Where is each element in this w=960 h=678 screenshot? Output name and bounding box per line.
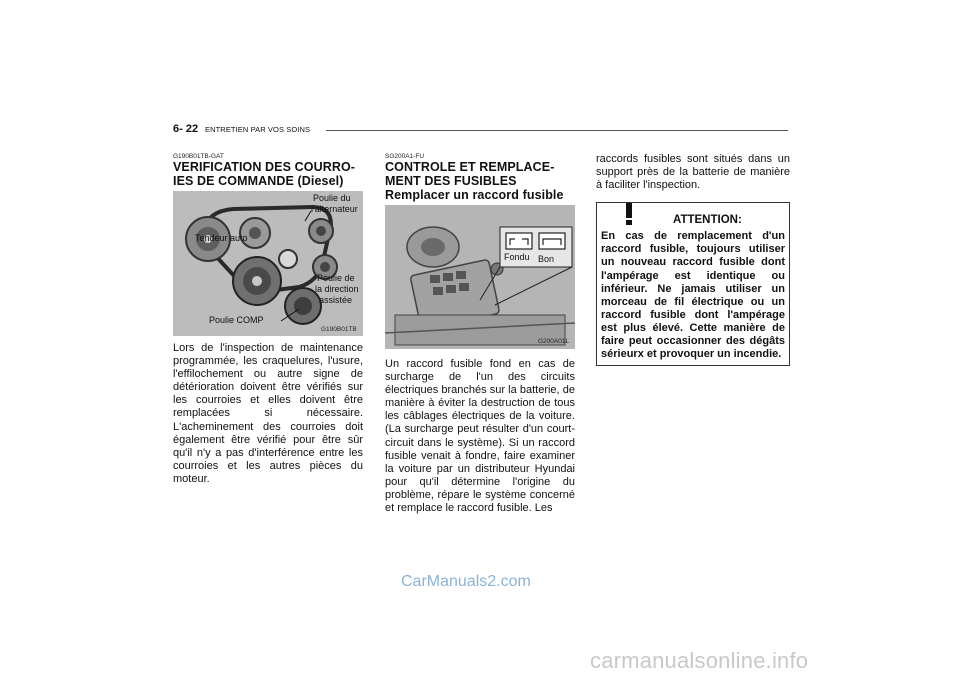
label-blown-fuse: Fondu bbox=[504, 252, 530, 262]
section-code: G190B01TB-GAT bbox=[173, 153, 224, 160]
heading-line-1: VERIFICATION DES COURRO- bbox=[173, 160, 356, 174]
column-belts bbox=[173, 153, 363, 486]
section-title: ENTRETIEN PAR VOS SOINS bbox=[205, 125, 311, 134]
label-auto-tensioner: Tendeur auto bbox=[195, 233, 248, 243]
label-steering-line-3: assistée bbox=[319, 295, 353, 305]
figure-code: G200A01L bbox=[538, 338, 570, 345]
label-good-fuse: Bon bbox=[538, 254, 555, 264]
section-code: SG200A1-FU bbox=[385, 153, 425, 160]
figure-code: G190B01TB bbox=[321, 326, 357, 333]
warning-header bbox=[601, 208, 785, 230]
section-heading bbox=[385, 160, 575, 202]
fuses-body-text: Un raccord fusible fond en cas de surcharge de l'un des circuits électriques branchés sur la batterie, de manière à éviter la destruction de tous les câblages électriques de la voiture. (La surcharge peut résulter d'un court-circuit dans le système). Si un raccord fusible venait à fondre, faire examiner la voiture par un distributeur Hyundai pour qu'il détermine l'origine du problème, répare le système concerné et remplace le raccord fusible. Les bbox=[385, 358, 575, 515]
column-fuses bbox=[385, 153, 575, 515]
heading-line-2: MENT DES FUSIBLES bbox=[385, 174, 517, 188]
watermark-carmanualsonline: carmanualsonline.info bbox=[590, 648, 809, 673]
label-alternator-line-1: Poulie du bbox=[313, 193, 351, 203]
warning-box bbox=[596, 202, 790, 366]
fuse-diagram-figure bbox=[385, 205, 575, 349]
header-rule bbox=[326, 130, 788, 131]
heading-line-2: IES DE COMMANDE (Diesel) bbox=[173, 174, 344, 188]
label-steering-line-1: Poulie de bbox=[317, 273, 355, 283]
warning-text: En cas de remplacement d'un raccord fusible, toujours utiliser un nouveau raccord fusible dont l'ampérage est identique ou inférieur. Ne jamais utiliser un morceau de fil électrique ou un raccord fusible dont l'ampérage est plus élevé. Cette manière de faire peut occasionner des dégâts sérieurx et provoquer un incendie. bbox=[601, 230, 785, 361]
fuse-box-illustration bbox=[385, 205, 575, 349]
label-alternator-line-2: l'alternateur bbox=[311, 204, 358, 214]
heading-line-3: Remplacer un raccord fusible bbox=[385, 188, 564, 202]
label-comp-pulley: Poulie COMP bbox=[209, 315, 264, 325]
fuses-continued-text: raccords fusibles sont situés dans un support près de la batterie de manière à faciliter l'inspection. bbox=[596, 153, 790, 192]
watermark-carmanuals2: CarManuals2.com bbox=[401, 573, 531, 590]
section-heading bbox=[173, 160, 363, 188]
belt-diagram-figure bbox=[173, 191, 363, 336]
exclamation-icon bbox=[619, 202, 639, 226]
label-steering-line-2: la direction bbox=[315, 284, 359, 294]
belts-body-text: Lors de l'inspection de maintenance programmée, les craquelures, l'usure, l'effilochement ou autre signe de détérioration doivent être vérifiés sur les courroies et elles doivent être remplacées si nécessaire. L'acheminement des courroies doit également être vérifié pour être sûr qu'il n'y a pas d'interférence entre les courroies et les autres pièces du moteur. bbox=[173, 342, 363, 485]
heading-line-1: CONTROLE ET REMPLACE- bbox=[385, 160, 555, 174]
column-fuses-continued bbox=[596, 153, 790, 366]
warning-title: ATTENTION: bbox=[673, 214, 742, 227]
page-number: 6- 22 bbox=[173, 123, 199, 135]
